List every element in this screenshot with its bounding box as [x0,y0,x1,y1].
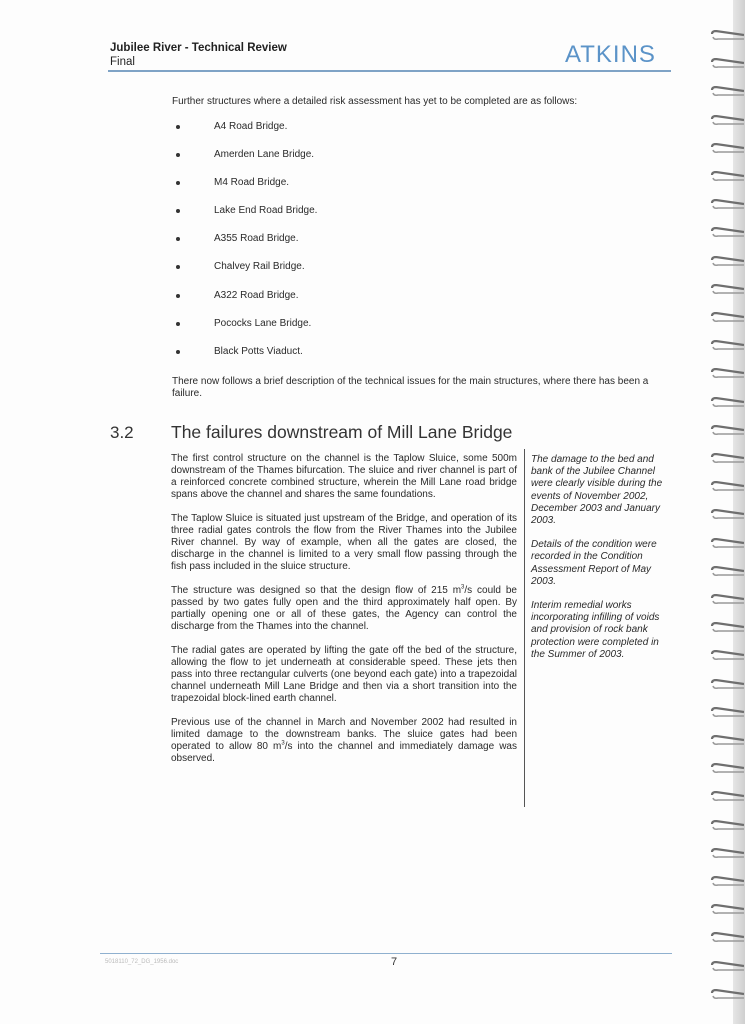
list-item: M4 Road Bridge. [172,177,317,205]
atkins-logo: ATKINS [565,41,656,68]
binding-coil-icon [710,509,744,519]
binding-coil-icon [710,538,744,548]
paragraph: The first control structure on the channel is the Taplow Sluice, some 500m downstream of the Thames bifurcation. The sluice and river channel is part of a reinforced concrete combined structure, wherein the Mill Lane road bridge spans above the channel and shares the same foundations. [171,453,517,500]
header-divider [108,70,671,72]
bullet-icon [176,265,180,269]
binding-coil-icon [710,312,744,322]
binding-coil-icon [710,115,744,125]
binding-coil-icon [710,763,744,773]
binding-coil-icon [710,199,744,209]
binding-coil-icon [710,368,744,378]
list-item: A4 Road Bridge. [172,121,317,149]
binding-coil-icon [710,735,744,745]
binding-coil-icon [710,284,744,294]
binding-coil-icon [710,86,744,96]
bullet-icon [176,153,180,157]
document-title: Jubilee River - Technical Review [110,42,287,54]
margin-note: The damage to the bed and bank of the Jubilee Channel were clearly visible during the events of November 2002, December 2003 and January 2003. [531,454,663,527]
section-heading: The failures downstream of Mill Lane Bridge [171,422,513,442]
binding-coil-icon [710,30,744,40]
structures-list [172,121,317,374]
binding-coil-icon [710,58,744,68]
document-reference: 5018110_72_DG_1956.doc [105,959,179,965]
paragraph: The Taplow Sluice is situated just upstream of the Bridge, and operation of its three radial gates controls the flow from the River Thames into the Jubilee River channel. By way of example, when all the gates are closed, the discharge in the channel is limited to a very small flow passing through the fish pass included in the sluice structure. [171,513,517,572]
binding-coil-icon [710,932,744,942]
paragraph: The radial gates are operated by lifting the gate off the bed of the structure, allowing the flow to jet underneath at considerable speed. These jets then pass into three rectangular culverts (one beyond each gate) into a trapezoidal channel underneath Mill Lane Bridge and then via a short transition into the trapezoidal block-lined earth channel. [171,645,517,704]
page-number: 7 [391,956,398,968]
binding-coil-icon [710,594,744,604]
binding-coil-icon [710,397,744,407]
binding-coil-icon [710,171,744,181]
list-item: Amerden Lane Bridge. [172,149,317,177]
margin-note: Details of the condition were recorded in the Condition Assessment Report of May 2003. [531,539,657,587]
section-number: 3.2 [110,423,134,442]
binding-coil-icon [710,256,744,266]
footer-divider [100,953,672,954]
main-column [171,453,517,777]
bullet-icon [176,209,180,213]
binding-coil-icon [710,989,744,999]
binding-coil-icon [710,453,744,463]
binding-coil-icon [710,679,744,689]
binding-coil-icon [710,227,744,237]
binding-coil-icon [710,876,744,886]
binding-coil-icon [710,707,744,717]
binding-coil-icon [710,143,744,153]
list-item: Chalvey Rail Bridge. [172,261,317,289]
binding-coil-icon [710,481,744,491]
list-item: Pococks Lane Bridge. [172,318,317,346]
binding-coil-icon [710,791,744,801]
binding-coil-icon [710,650,744,660]
bullet-icon [176,294,180,298]
paragraph: The structure was designed so that the design flow of 215 $m^3/s$ could be passed by two gates fully open and the third approximately half open. By partially opening one or all of these gates, the Agency can control the discharge from the Thames into the channel. [171,584,517,632]
bullet-icon [176,181,180,185]
binding-coil-icon [710,622,744,632]
list-item: Black Potts Viaduct. [172,346,317,374]
binding-coil-icon [710,904,744,914]
binding-coil-icon [710,566,744,576]
list-item: A322 Road Bridge. [172,290,317,318]
binding-coil-icon [710,425,744,435]
margin-divider [524,449,525,807]
list-item: Lake End Road Bridge. [172,205,317,233]
margin-notes [531,454,666,673]
bullet-icon [176,237,180,241]
document-status: Final [110,56,135,68]
margin-note: Interim remedial works incorporating infilling of voids and provision of rock bank protection were completed in the Summer of 2003. [531,600,660,660]
transition-paragraph: There now follows a brief description of the technical issues for the main structures, where there has been a failure. [172,376,649,399]
paragraph: Previous use of the channel in March and November 2002 had resulted in limited damage to the downstream banks. The sluice gates had been operated to allow 80 $m^3/s$ into the channel and immediately damage was observed. [171,717,517,764]
binding-coil-icon [710,848,744,858]
bullet-icon [176,125,180,129]
binding-coil-icon [710,961,744,971]
bullet-icon [176,322,180,326]
binding-coil-icon [710,820,744,830]
binding-coil-icon [710,340,744,350]
list-item: A355 Road Bridge. [172,233,317,261]
intro-paragraph: Further structures where a detailed risk assessment has yet to be completed are as follows: [172,96,578,107]
bullet-icon [176,350,180,354]
